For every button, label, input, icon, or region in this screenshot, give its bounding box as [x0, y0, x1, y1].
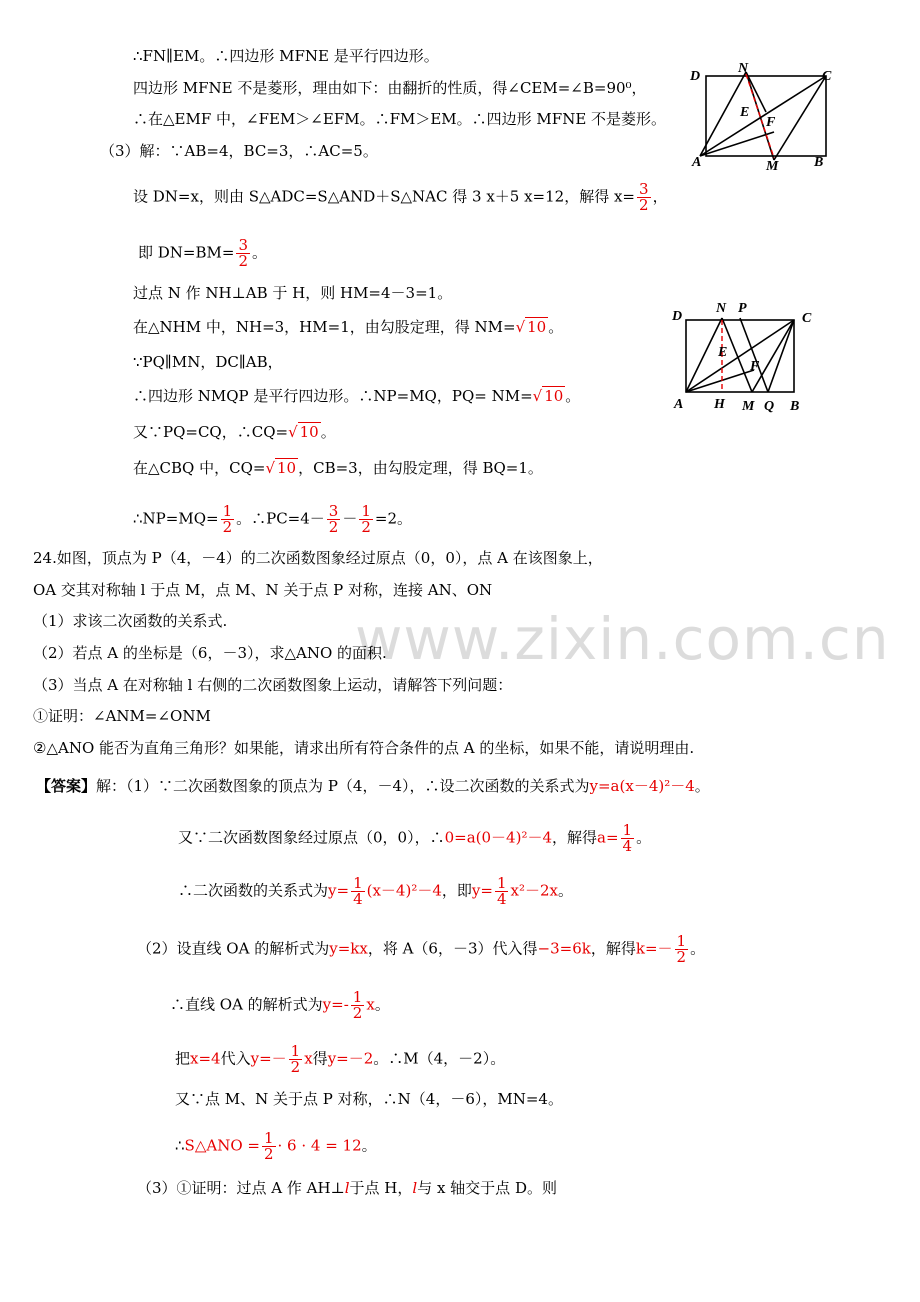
fig2-label-M: M — [742, 399, 755, 414]
fig2-label-P: P — [738, 301, 747, 316]
answer-line-4: （2）设直线 OA 的解析式为y=kx，将 A（6，－3）代入得−3=6k，解得k=－ $\frac{1}{2}$ 。 — [137, 932, 706, 966]
fraction-1-4: $\frac{1}{4}$ — [353, 874, 363, 908]
fig1-label-C: C — [822, 69, 832, 84]
fraction-1-4: $\frac{1}{4}$ — [622, 821, 633, 855]
fraction-1-2: $\frac{1}{2}$ — [352, 988, 363, 1022]
question-24-part-2: （2）若点 A 的坐标是（6，－3），求△ANO 的面积. — [33, 644, 387, 662]
fig2-label-N: N — [716, 301, 727, 316]
question-24-part-3-1: ①证明：∠ANM=∠ONM — [33, 707, 211, 725]
fraction-1-4: $\frac{1}{4}$ — [496, 874, 507, 908]
fraction-1-2: $\frac{1}{2}$ — [361, 502, 371, 536]
fig1-label-N: N — [738, 62, 749, 76]
question-24-line-1: 24.如图，顶点为 P（4，－4）的二次函数图象经过原点（0，0），点 A 在该图象上， — [33, 549, 603, 567]
line-5-text: 设 DN=x，则由 S△ADC=S△AND＋S△NAC 得 3 x＋5 x=12，解得 x= — [133, 187, 636, 206]
answer-tag: 【答案】 — [36, 777, 97, 795]
fig2-label-E: E — [718, 345, 728, 360]
answer-line-8: ∴S△ANO = $\frac{1}{2}$ · 6 · 4 = 12。 — [175, 1129, 377, 1163]
line-9: ∵PQ∥MN，DC∥AB， — [133, 353, 283, 371]
fig1-label-E: E — [740, 105, 750, 120]
line-2: 四边形 MFNE 不是菱形，理由如下：由翻折的性质，得∠CEM=∠B=90⁰， — [133, 79, 647, 97]
sqrt-10: √ 10 — [515, 318, 547, 336]
fraction-3-2: $\frac{3}{2}$ — [238, 236, 248, 270]
answer-line-5: ∴直线 OA 的解析式为y=- $\frac{1}{2}$ x。 — [170, 988, 390, 1022]
sqrt-10: √ 10 — [532, 387, 564, 405]
watermark: www.zixin.com.cn — [355, 605, 890, 673]
fig2-label-Q: Q — [764, 399, 775, 414]
line-11: 又∵PQ=CQ，∴CQ=√ 10 。 — [133, 423, 336, 441]
fig1-label-B: B — [814, 155, 824, 170]
answer-line-7: 又∵点 M、N 关于点 P 对称，∴N（4，－6），MN=4。 — [175, 1090, 563, 1108]
question-24-part-1: （1）求该二次函数的关系式. — [33, 612, 228, 630]
line-6: 即 DN=BM= $\frac{3}{2}$ 。 — [138, 236, 268, 270]
fraction-3-2: $\frac{3}{2}$ — [328, 502, 339, 536]
fraction-1-2: $\frac{1}{2}$ — [222, 502, 233, 536]
figure-rectangle-fold-1 — [688, 62, 848, 182]
fig2-label-F: F — [750, 359, 760, 374]
fraction-1-2: $\frac{1}{2}$ — [676, 932, 687, 966]
line-5: 设 DN=x，则由 S△ADC=S△AND＋S△NAC 得 3 x＋5 x=12，解得 x= $\frac{3}{2}$ ， — [133, 180, 668, 214]
question-24-part-3-2: ②△ANO 能否为直角三角形？如果能，请求出所有符合条件的点 A 的坐标，如果不能，请说明理由. — [33, 739, 695, 757]
sqrt-10: √ 10 — [288, 423, 319, 441]
line-13: ∴NP=MQ= $\frac{1}{2}$ 。∴PC=4－ $\frac{3}{2}$ － $\frac{1}{2}$ =2。 — [133, 502, 413, 536]
line-8: 在△NHM 中，NH=3，HM=1，由勾股定理，得 NM=√ 10 。 — [133, 318, 564, 336]
question-24-line-2: OA 交其对称轴 l 于点 M，点 M、N 关于点 P 对称，连接 AN、ON — [33, 581, 493, 599]
fig2-label-D: D — [672, 309, 683, 324]
answer-line-1: 【答案】解：（1）∵二次函数图象的顶点为 P（4，－4），∴设二次函数的关系式为y=a(x－4)²－4。 — [36, 777, 710, 795]
line-10: ∴四边形 NMQP 是平行四边形。∴NP=MQ，PQ= NM=√ 10 。 — [133, 387, 581, 405]
answer-line-9: （3）①证明：过点 A 作 AH⊥l于点 H，l与 x 轴交于点 D。则 — [137, 1179, 557, 1197]
line-3: ∴在△EMF 中，∠FEM＞∠EFM。∴FM＞EM。∴四边形 MFNE 不是菱形。 — [133, 110, 667, 128]
line-4: （3）解：∵AB=4，BC=3，∴AC=5。 — [100, 142, 378, 160]
fig1-label-F: F — [766, 115, 776, 130]
fig2-label-B: B — [790, 399, 800, 414]
answer-line-2: 又∵二次函数图象经过原点（0，0），∴0=a(0－4)²－4，解得a= $\frac{1}{4}$ 。 — [178, 821, 652, 855]
fig2-label-C: C — [802, 311, 812, 326]
question-24-part-3: （3）当点 A 在对称轴 l 右侧的二次函数图象上运动，请解答下列问题： — [33, 676, 513, 694]
fig2-label-A: A — [674, 397, 684, 412]
fig1-label-A: A — [692, 155, 702, 170]
fraction-1-2: $\frac{1}{2}$ — [263, 1129, 274, 1163]
answer-line-6: 把x=4代入y=－ $\frac{1}{2}$ x得y=－2。∴M（4，－2）。 — [175, 1042, 506, 1076]
line-7: 过点 N 作 NH⊥AB 于 H，则 HM=4－3=1。 — [133, 284, 453, 302]
fraction-3-2: $\frac{3}{2}$ — [639, 180, 649, 214]
answer-line-3: ∴二次函数的关系式为y= $\frac{1}{4}$ (x－4)²－4，即y= $\frac{1}{4}$ x²－2x。 — [178, 874, 573, 908]
figure-rectangle-fold-2 — [670, 298, 830, 418]
sqrt-10: √ 10 — [265, 459, 297, 477]
fig1-label-D: D — [690, 69, 701, 84]
fig1-label-M: M — [766, 159, 779, 174]
line-1: ∴FN∥EM。∴四边形 MFNE 是平行四边形。 — [133, 47, 439, 65]
line-12: 在△CBQ 中，CQ=√ 10 ，CB=3，由勾股定理，得 BQ=1。 — [133, 459, 543, 477]
fig2-label-H: H — [714, 397, 725, 412]
fraction-1-2: $\frac{1}{2}$ — [290, 1042, 301, 1076]
